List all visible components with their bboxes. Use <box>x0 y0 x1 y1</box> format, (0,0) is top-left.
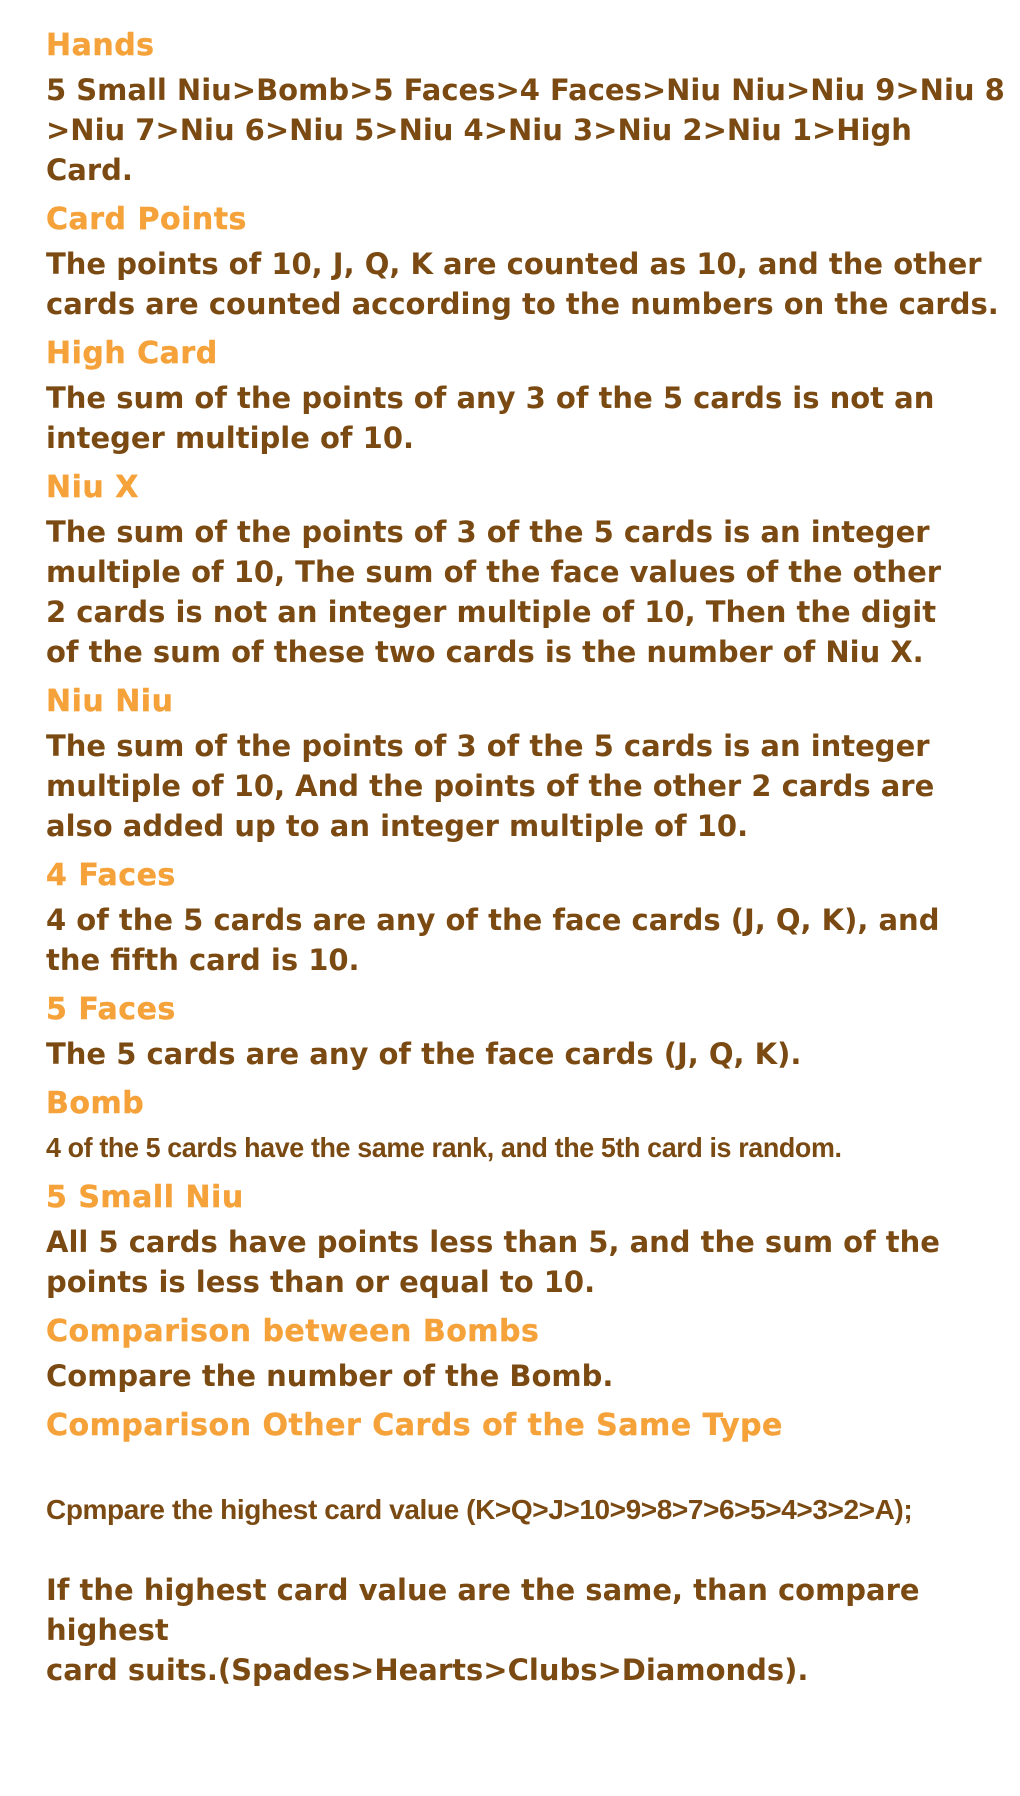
section-5-faces <box>46 992 1006 1074</box>
section-4-faces <box>46 858 1006 980</box>
section-text-comparison-bombs: Compare the number of the Bomb. <box>46 1359 614 1393</box>
section-text-4-faces: 4 of the 5 cards are any of the face cards (J, Q, K), and the fifth card is 10. <box>46 903 940 977</box>
section-title-hands: Hands <box>46 28 155 63</box>
section-text-5-small-niu: All 5 cards have points less than 5, and the sum of the points is less than or equal to 10. <box>46 1225 940 1299</box>
section-title-bomb: Bomb <box>46 1086 145 1121</box>
comparison-rule-line-2: If the highest card value are the same, than compare highest card suits.(Spades>Hearts>Clubs>Diamonds). <box>46 1573 920 1687</box>
section-title-5-small-niu: 5 Small Niu <box>46 1180 244 1215</box>
section-title-high-card: High Card <box>46 336 218 371</box>
section-high-card <box>46 336 1006 458</box>
section-title-5-faces: 5 Faces <box>46 992 176 1027</box>
section-5-small-niu <box>46 1180 1006 1302</box>
section-title-niu-niu: Niu Niu <box>46 684 174 719</box>
section-text-card-points: The points of 10, J, Q, K are counted as 10, and the other cards are counted according to the numbers on the cards. <box>46 247 999 321</box>
section-niu-x <box>46 470 1006 672</box>
section-text-niu-niu: The sum of the points of 3 of the 5 cards is an integer multiple of 10, And the points of the other 2 cards are also added up to an integer multiple of 10. <box>46 729 935 843</box>
comparison-rule-line-1: Cpmpare the highest card value (K>Q>J>10>9>8>7>6>5>4>3>2>A); <box>46 1494 913 1525</box>
section-text-comparison-same-type <box>46 1450 1006 1730</box>
section-title-niu-x: Niu X <box>46 470 139 505</box>
section-text-niu-x: The sum of the points of 3 of the 5 cards is an integer multiple of 10, The sum of the face values of the other 2 cards is not an integer multiple of 10, Then the digit of the sum of these two cards is the number of Niu X. <box>46 515 942 669</box>
section-title-comparison-bombs: Comparison between Bombs <box>46 1314 540 1349</box>
section-title-comparison-same-type: Comparison Other Cards of the Same Type <box>46 1408 783 1443</box>
section-comparison-bombs <box>46 1314 1006 1396</box>
section-text-high-card: The sum of the points of any 3 of the 5 cards is not an integer multiple of 10. <box>46 381 935 455</box>
rules-content <box>46 28 1006 1730</box>
section-title-4-faces: 4 Faces <box>46 858 176 893</box>
section-hands <box>46 28 1006 190</box>
section-text-bomb: 4 of the 5 cards have the same rank, and the 5th card is random. <box>46 1132 842 1163</box>
section-bomb <box>46 1086 1006 1168</box>
section-card-points <box>46 202 1006 324</box>
section-niu-niu <box>46 684 1006 846</box>
section-title-card-points: Card Points <box>46 202 247 237</box>
section-comparison-same-type <box>46 1408 1006 1730</box>
section-text-5-faces: The 5 cards are any of the face cards (J, Q, K). <box>46 1037 802 1071</box>
section-text-hands: 5 Small Niu>Bomb>5 Faces>4 Faces>Niu Niu>Niu 9>Niu 8 >Niu 7>Niu 6>Niu 5>Niu 4>Niu 3>Niu 2>Niu 1>High Card. <box>46 73 1005 187</box>
